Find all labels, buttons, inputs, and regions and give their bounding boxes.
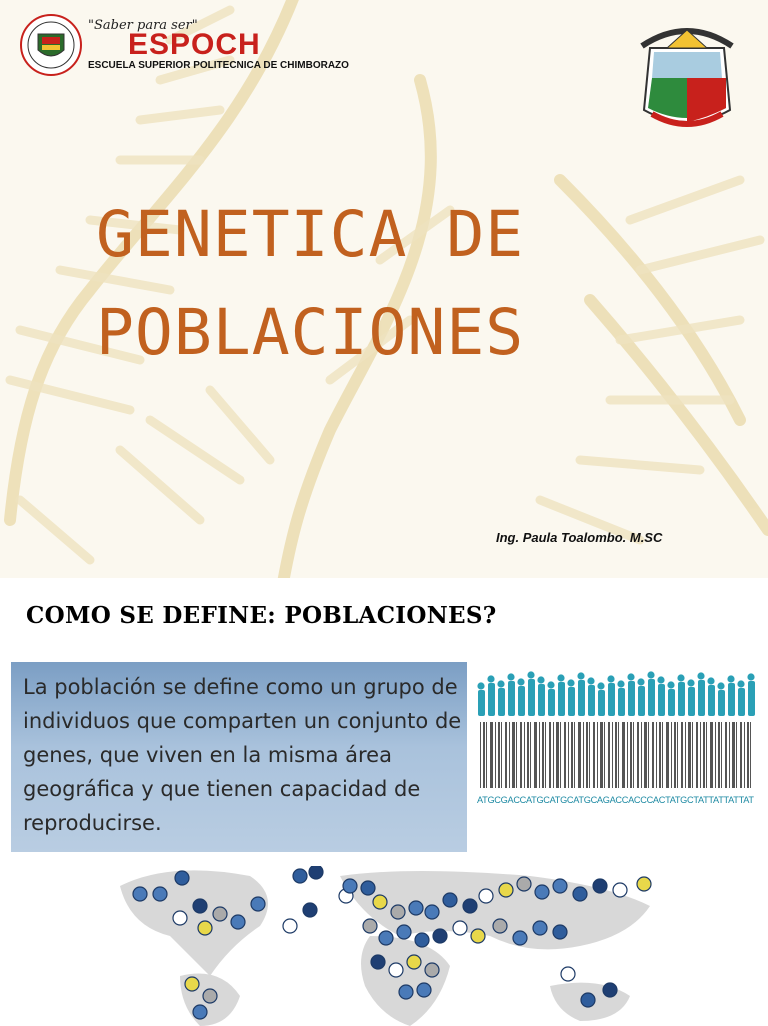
faculty-shield-logo — [632, 18, 742, 134]
definition-slide — [0, 578, 768, 1024]
barcode-icon — [480, 722, 751, 788]
world-map-population-dots — [110, 866, 670, 1026]
definition-panel — [11, 662, 467, 852]
dna-sequence-label: ATGCGACCATGCATGCATGCAGACCACCCACTATGCTATTATTATTAT — [477, 795, 754, 805]
brand-name: ESPOCH — [128, 28, 261, 61]
espoch-seal-logo — [20, 14, 82, 76]
section-heading: COMO SE DEFINE: POBLACIONES? — [26, 602, 497, 629]
title-line-1: GENETICA DE — [96, 198, 525, 271]
institution-name: ESCUELA SUPERIOR POLITECNICA DE CHIMBORAZO — [88, 60, 349, 71]
author-name: Ing. Paula Toalombo. M.SC — [496, 530, 663, 545]
slogan: "Saber para ser" — [88, 18, 198, 33]
people-silhouettes-icon — [477, 671, 755, 716]
population-barcode-illustration — [472, 668, 762, 808]
title-line-2: POBLACIONES — [96, 296, 525, 369]
presentation-title — [96, 186, 696, 382]
definition-text: La población se define como un grupo de individuos que comparten un conjunto de genes, que viven en la misma área geográfica y que tienen capacidad de reproducirse. — [23, 675, 462, 835]
